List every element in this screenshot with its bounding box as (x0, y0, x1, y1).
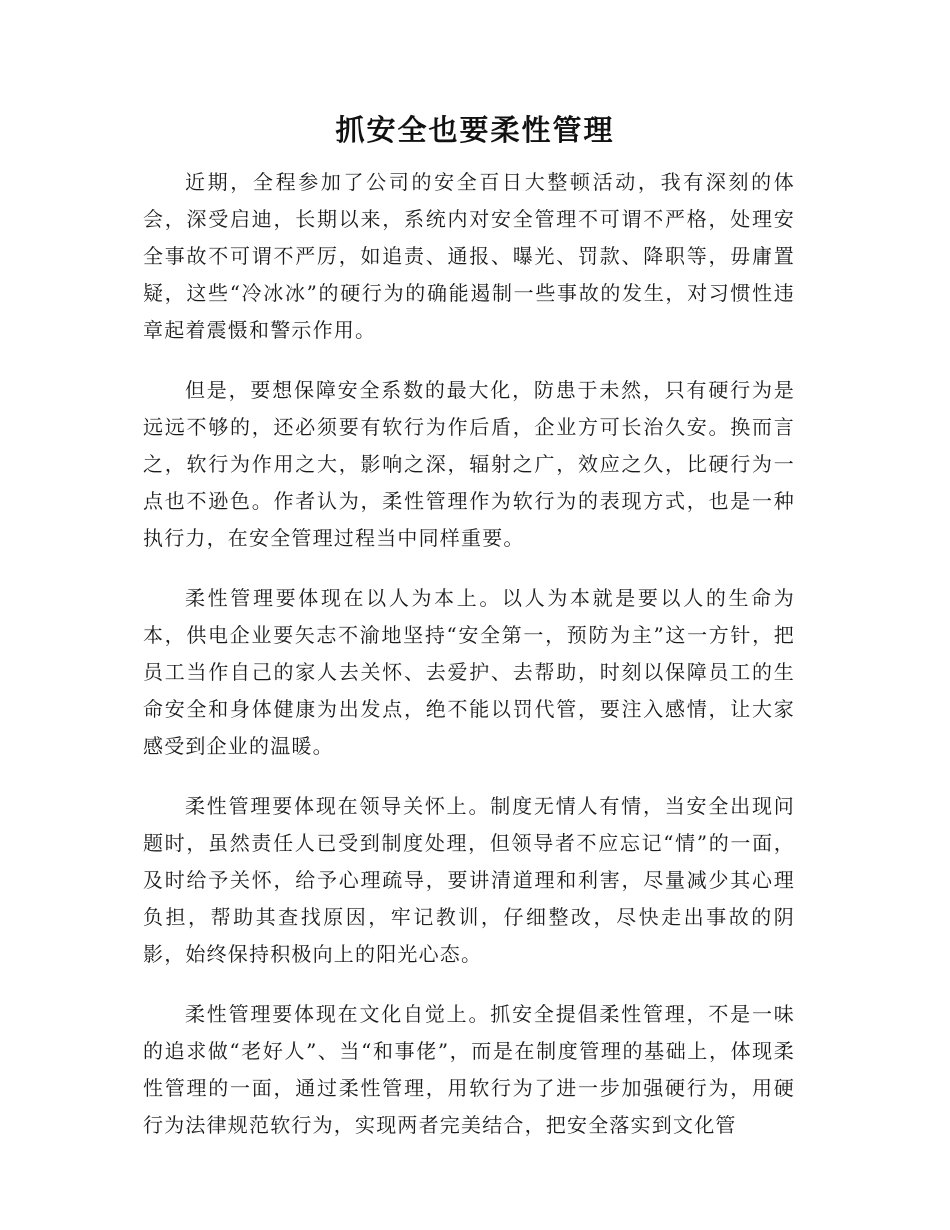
document-body (143, 164, 795, 1167)
document-title: 抓安全也要柔性管理 (335, 113, 615, 147)
paragraph-4: 柔性管理要体现在领导关怀上。制度无情人有情，当安全出现问题时，虽然责任人已受到制度处理，但领导者不应忘记“情”的一面，及时给予关怀，给予心理疏导，要讲清道理和利害，尽量减少其心理负担，帮助其查找原因，牢记教训，仔细整改，尽快走出事故的阴影，始终保持积极向上的阳光心态。 (143, 794, 795, 966)
paragraph-2: 但是，要想保障安全系数的最大化，防患于未然，只有硬行为是远远不够的，还必须要有软行为作后盾，企业方可长治久安。换而言之，软行为作用之大，影响之深，辐射之广，效应之久，比硬行为一点也不逊色。作者认为，柔性管理作为软行为的表现方式，也是一种执行力，在安全管理过程当中同样重要。 (143, 378, 795, 550)
paragraph-3: 柔性管理要体现在以人为本上。以人为本就是要以人的生命为本，供电企业要矢志不渝地坚持“安全第一，预防为主”这一方针，把员工当作自己的家人去关怀、去爱护、去帮助，时刻以保障员工的生命安全和身体健康为出发点，绝不能以罚代管，要注入感情，让大家感受到企业的温暖。 (143, 586, 795, 758)
paragraph-1: 近期，全程参加了公司的安全百日大整顿活动，我有深刻的体会，深受启迪，长期以来，系统内对安全管理不可谓不严格，处理安全事故不可谓不严厉，如追责、通报、曝光、罚款、降职等，毋庸置疑，这些“冷冰冰”的硬行为的确能遏制一些事故的发生，对习惯性违章起着震慑和警示作用。 (143, 170, 795, 342)
paragraph-5: 柔性管理要体现在文化自觉上。抓安全提倡柔性管理，不是一味的追求做“老好人”、当“和事佬”，而是在制度管理的基础上，体现柔性管理的一面，通过柔性管理，用软行为了进一步加强硬行为，用硬行为法律规范软行为，实现两者完美结合，把安全落实到文化管 (143, 1002, 795, 1137)
